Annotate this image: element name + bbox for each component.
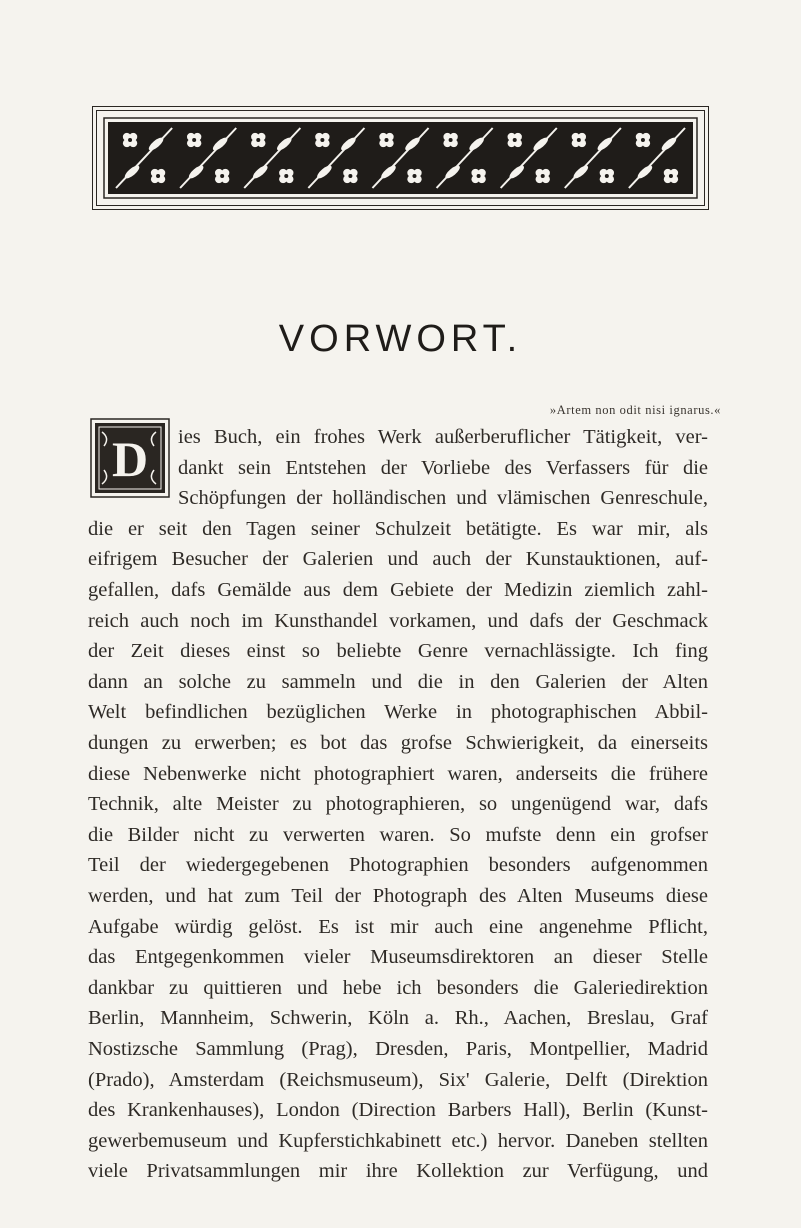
- text-line: des Krankenhauses), London (Direction Barbers Hall), Berlin (Kunst-: [88, 1099, 708, 1122]
- initial-letter-glyph: D: [111, 431, 149, 487]
- text-line: die er seit den Tagen seiner Schulzeit betätigte. Es war mir, als: [88, 517, 708, 540]
- text-line: dungen zu erwerben; es bot das grofse Schwierigkeit, da einerseits: [88, 732, 708, 754]
- text-line: Schöpfungen der holländischen und vlämischen Genreschule,: [178, 487, 708, 510]
- text-line: das Entgegenkommen vieler Museumsdirektoren an dieser Stelle: [88, 946, 708, 969]
- text-line: reich auch noch im Kunsthandel vorkamen, und dafs der Geschmack: [88, 609, 708, 632]
- text-line: Nostizsche Sammlung (Prag), Dresden, Paris, Montpellier, Madrid: [88, 1038, 708, 1060]
- text-line: die Bilder nicht zu verwerten waren. So mufste denn ein grofser: [88, 823, 708, 846]
- text-line: gewerbemuseum und Kupferstichkabinett etc.) hervor. Daneben stellten: [88, 1129, 708, 1152]
- text-line: eifrigem Besucher der Galerien und auch der Kunstauktionen, auf-: [88, 548, 708, 571]
- text-line: diese Nebenwerke nicht photographiert waren, anderseits die frühere: [88, 762, 708, 785]
- text-line: der Zeit dieses einst so beliebte Genre vernachlässigte. Ich fing: [88, 640, 708, 663]
- text-line: gefallen, dafs Gemälde aus dem Gebiete der Medizin ziemlich zahl-: [88, 579, 708, 601]
- text-line: dann an solche zu sammeln und die in den Galerien der Alten: [88, 670, 708, 693]
- text-line: Technik, alte Meister zu photographieren, so ungenügend war, dafs: [88, 793, 708, 816]
- text-line: Teil der wiedergegebenen Photographien besonders aufgenommen: [88, 854, 708, 877]
- page-title: VORWORT.: [278, 318, 523, 360]
- epigraph: »Artem non odit nisi ignarus.«: [549, 403, 721, 417]
- text-line: dankt sein Entstehen der Vorliebe des Verfassers für die: [178, 456, 708, 479]
- text-line: dankbar zu quittieren und hebe ich besonders die Galeriedirektion: [88, 976, 708, 999]
- text-line: (Prado), Amsterdam (Reichsmuseum), Six' Galerie, Delft (Direktion: [88, 1068, 708, 1091]
- text-line: Welt befindlichen bezüglichen Werke in photographischen Abbil-: [88, 701, 708, 724]
- text-line: ies Buch, ein frohes Werk außerberuflicher Tätigkeit, ver-: [178, 426, 708, 448]
- text-line: Aufgabe würdig gelöst. Es ist mir auch eine angenehme Pflicht,: [88, 915, 708, 938]
- text-line: werden, und hat zum Teil der Photograph des Alten Museums diese: [88, 885, 708, 907]
- text-line: Berlin, Mannheim, Schwerin, Köln a. Rh., Aachen, Breslau, Graf: [88, 1007, 708, 1030]
- decorated-initial-letter: [90, 418, 170, 498]
- decorative-floral-border: [92, 106, 709, 210]
- text-line: viele Privatsammlungen mir ihre Kollektion zur Verfügung, und: [88, 1160, 708, 1183]
